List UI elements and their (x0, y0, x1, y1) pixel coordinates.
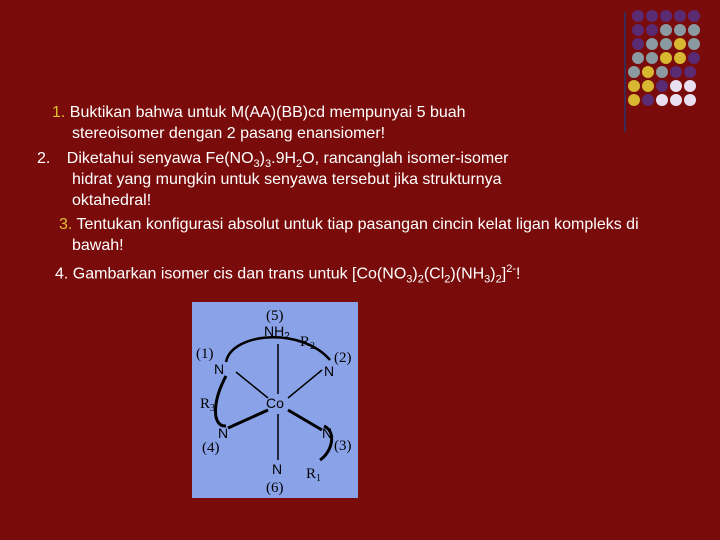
question-2-text-c: .9H (271, 150, 297, 167)
question-1-number: 1. (52, 104, 66, 121)
sub-2: 2 (417, 273, 424, 286)
question-2-text-a: Diketahui senyawa Fe(NO (66, 150, 254, 167)
decor-dot (642, 94, 654, 106)
r2-group (300, 334, 315, 352)
sup-charge: 2- (506, 263, 516, 275)
r2-text: R (300, 334, 311, 350)
r3-group (200, 396, 215, 414)
question-1-line-2 (72, 123, 385, 144)
decor-dot (688, 52, 700, 64)
decor-dot (646, 10, 658, 22)
sub-1: 3 (406, 273, 413, 286)
nitrogen-4: N (218, 425, 229, 441)
decor-dot (656, 66, 668, 78)
decor-dot (628, 80, 640, 92)
decor-dot (646, 38, 658, 50)
r3-text: R (200, 396, 211, 412)
q4-t5: ) (490, 265, 496, 283)
r1-group (306, 466, 321, 484)
decor-dot (660, 10, 672, 22)
decor-dot (670, 66, 682, 78)
position-label-5: (5) (266, 308, 284, 324)
decor-dot (670, 94, 682, 106)
nitrogen-1: N (214, 361, 225, 377)
position-label-1: (1) (196, 346, 214, 362)
r2-sub: 2 (310, 341, 316, 352)
q4-t4: )(NH (450, 265, 485, 283)
bond-4 (228, 410, 268, 428)
question-4-number: 4. (55, 265, 69, 283)
decor-dot (670, 80, 682, 92)
decor-dot (632, 10, 644, 22)
complex-structure-svg (192, 302, 358, 498)
bond-3 (288, 410, 322, 430)
question-2-text-d: O, rancanglah isomer-isomer (302, 150, 509, 167)
decor-dot (688, 10, 700, 22)
decor-dot (674, 10, 686, 22)
decor-dot (674, 52, 686, 64)
question-2-text-cont: hidrat yang mungkin untuk senyawa tersebut jika strukturnya (72, 171, 502, 188)
decor-dot (660, 52, 672, 64)
decor-dot (628, 66, 640, 78)
decor-dot (660, 24, 672, 36)
q4-t7: ! (515, 265, 521, 283)
decor-dot (646, 52, 658, 64)
decor-dot (632, 52, 644, 64)
position-label-4: (4) (202, 440, 220, 456)
question-2-line-3 (72, 190, 151, 211)
decor-dot (656, 94, 668, 106)
question-3-number: 3. (59, 216, 73, 233)
sub-4: 3 (484, 273, 491, 286)
decor-dot (646, 24, 658, 36)
bond-1 (236, 372, 268, 398)
question-3-text-cont: bawah! (72, 237, 124, 254)
nitrogen-3: N (322, 425, 333, 441)
position-label-2: (2) (334, 350, 352, 366)
decor-dot (684, 94, 696, 106)
decor-dot (674, 38, 686, 50)
decor-dot-grid (628, 10, 720, 120)
nh2-group (264, 323, 290, 342)
nh2-sub: 2 (284, 331, 290, 342)
question-1-text-cont: stereoisomer dengan 2 pasang enansiomer! (72, 125, 386, 142)
decor-vertical-line (624, 12, 626, 132)
cobalt-center: Co (266, 395, 284, 411)
decor-dot (688, 24, 700, 36)
position-label-6: (6) (266, 480, 284, 496)
sub-a: 3 (253, 158, 260, 171)
question-3-line-1 (59, 214, 639, 235)
r1-text: R (306, 466, 317, 482)
r3-sub: 3 (210, 403, 216, 414)
position-label-3: (3) (334, 438, 352, 454)
bond-2 (288, 370, 322, 398)
question-4-text-a: Gambarkan isomer cis dan trans untuk [Co(NO (72, 265, 407, 283)
decor-dot (632, 24, 644, 36)
question-3-text: Tentukan konfigurasi absolut untuk tiap pasangan cincin kelat ligan kompleks di (76, 216, 639, 233)
nh2-text: NH (264, 323, 285, 339)
decor-dot (660, 38, 672, 50)
q4-t2: ) (412, 265, 418, 283)
decor-dot (688, 38, 700, 50)
question-2-line-2 (72, 169, 502, 190)
question-3-line-2 (72, 235, 124, 256)
decor-dot (674, 24, 686, 36)
question-1-line-1 (52, 102, 466, 123)
decor-dot (632, 38, 644, 50)
decor-dot (642, 80, 654, 92)
sub-c: 2 (296, 158, 303, 171)
q4-t6: ] (501, 265, 507, 283)
question-1-text: Buktikan bahwa untuk M(AA)(BB)cd mempunyai 5 buah (69, 104, 466, 121)
question-2-text-cont-2: oktahedral! (72, 192, 152, 209)
decor-dot (628, 94, 640, 106)
chelate-arc-left (216, 376, 227, 426)
q4-t3: (Cl (423, 265, 445, 283)
complex-structure-diagram (192, 302, 358, 498)
sub-3: 2 (444, 273, 451, 286)
decor-dot (656, 80, 668, 92)
nitrogen-6: N (272, 461, 283, 477)
question-4-line-1 (55, 259, 520, 291)
sub-5: 2 (495, 273, 502, 286)
decor-dot (684, 66, 696, 78)
sub-b: 3 (265, 158, 272, 171)
r1-sub: 1 (316, 473, 322, 484)
question-2-text-b: ) (259, 150, 265, 167)
decor-dot (642, 66, 654, 78)
nitrogen-2: N (324, 363, 335, 379)
question-2-number: 2. (37, 150, 51, 167)
decor-dot (684, 80, 696, 92)
